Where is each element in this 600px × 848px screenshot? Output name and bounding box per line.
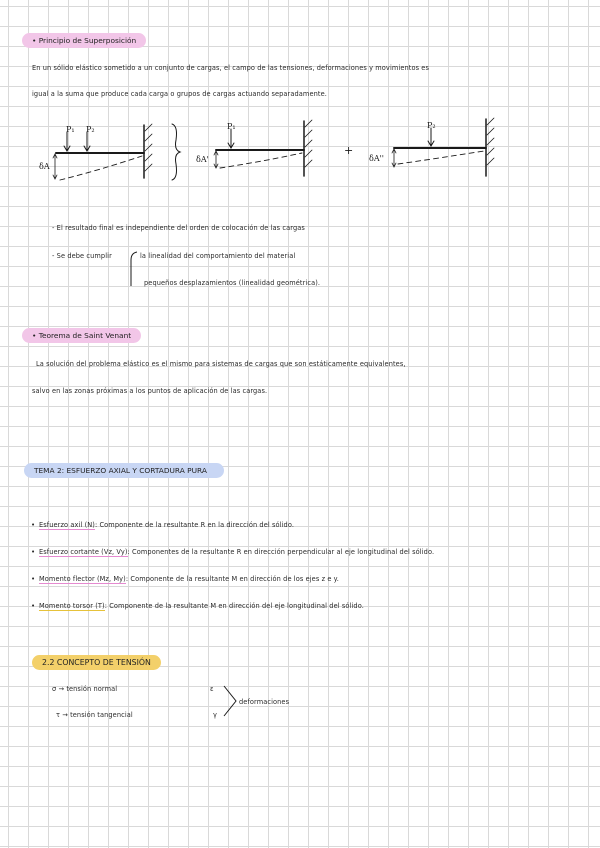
paragraph-line: igual a la suma que produce cada carga o grupos de cargas actuando separadamente. — [32, 90, 327, 98]
load-label-p2: P₂ — [86, 125, 95, 134]
note-line: - El resultado final es independiente del orden de colocación de las cargas — [52, 224, 305, 232]
bullet: • — [31, 548, 36, 556]
section-title-superposicion: • Principio de Superposición — [22, 33, 146, 48]
plus-sign: + — [344, 144, 354, 157]
subsection-title: 2.2 CONCEPTO DE TENSIÓN — [32, 655, 161, 670]
deflection-label: δA'' — [369, 154, 384, 163]
section-title-saint-venant: • Teorema de Saint Venant — [22, 328, 141, 343]
bullet: • — [31, 602, 36, 610]
paragraph-line: La solución del problema elástico es el mismo para sistemas de cargas que son estáticamente equivalentes, — [36, 360, 406, 368]
tension-name: tensión normal — [66, 685, 118, 693]
tema-title: TEMA 2: ESFUERZO AXIAL Y CORTADURA PURA — [24, 463, 224, 478]
note-line: - Se debe cumplir — [52, 252, 112, 260]
definition-text: : Componente de la resultante M en dirección de los ejes z e y. — [125, 575, 339, 583]
strain-symbol: γ — [213, 711, 218, 719]
deflection-label: δA' — [196, 155, 209, 164]
load-label-p1: P₁ — [66, 125, 75, 134]
deflection-label: δA — [39, 162, 50, 171]
load-label-p2: P₂ — [427, 121, 436, 130]
definition-text: : Componentes de la resultante R en dirección perpendicular al eje longitudinal del sólido. — [127, 548, 435, 556]
definition-term: Esfuerzo cortante (Vz, Vy) — [39, 548, 128, 556]
definition-term: Momento flector (Mz, My) — [39, 575, 126, 583]
tension-name: tensión tangencial — [70, 711, 133, 719]
tension-symbol: τ → — [56, 711, 68, 719]
strain-symbol: ε — [210, 685, 214, 693]
definition-text: : Componente de la resultante M en dirección del eje longitudinal del sólido. — [104, 602, 364, 610]
paragraph-line: salvo en las zonas próximas a los puntos de aplicación de las cargas. — [32, 387, 268, 395]
definition-term: Momento torsor (T) — [39, 602, 105, 610]
note-line: pequeños desplazamientos (linealidad geométrica). — [144, 279, 321, 287]
deformations-label: deformaciones — [239, 698, 290, 706]
note-line: la linealidad del comportamiento del material — [140, 252, 296, 260]
load-label-p1: P₁ — [227, 122, 236, 131]
tension-symbol: σ → — [52, 685, 65, 693]
bullet: • — [31, 521, 36, 529]
bullet: • — [31, 575, 36, 583]
paragraph-line: En un sólido elástico sometido a un conjunto de cargas, el campo de las tensiones, deformaciones y movimientos es — [32, 64, 430, 72]
definition-text: : Componente de la resultante R en la dirección del sólido. — [94, 521, 295, 529]
definition-term: Esfuerzo axil (N) — [39, 521, 95, 529]
